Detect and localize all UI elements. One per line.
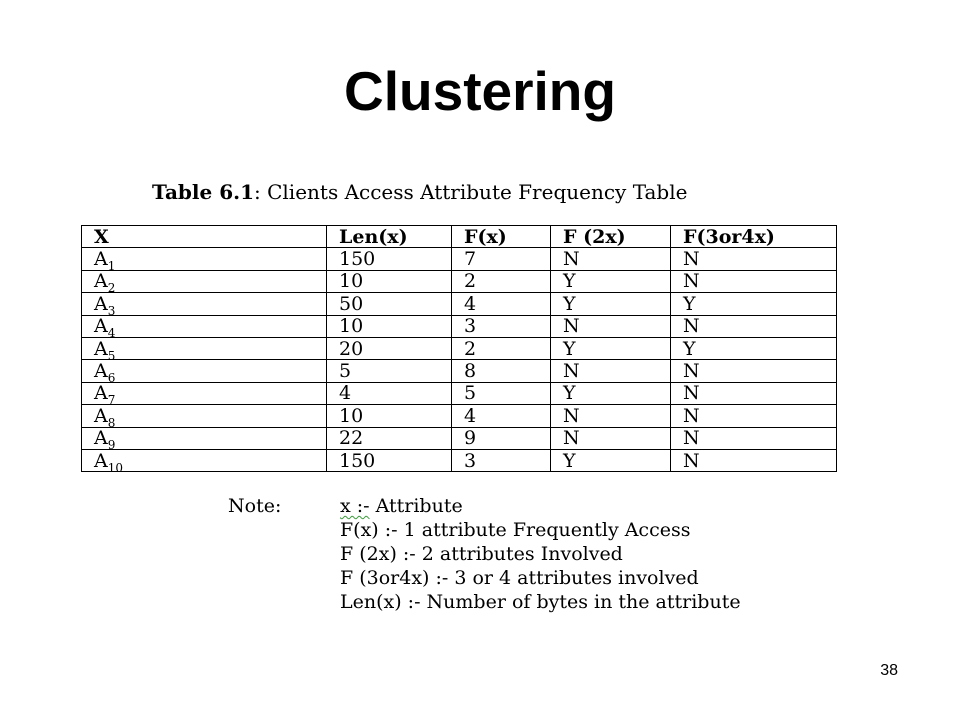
table-row — [82, 293, 837, 315]
frequency-table — [81, 225, 837, 475]
note-line — [340, 494, 741, 518]
cell-f34x: N — [671, 360, 837, 382]
cell-len: 150 — [327, 248, 452, 270]
cell-f34x: N — [671, 315, 837, 337]
note-desc: 2 attributes Involved — [415, 543, 623, 565]
header-f34x: F(3or4x) — [671, 226, 837, 248]
table-header-row — [82, 226, 837, 248]
table-row — [82, 315, 837, 337]
note-desc: 1 attribute Frequently Access — [397, 519, 691, 541]
header-fx: F(x) — [452, 226, 551, 248]
cell-f34x: N — [671, 270, 837, 292]
cell-attribute: $A_3$ — [82, 293, 327, 315]
note-lines — [340, 494, 741, 614]
cell-fx: 2 — [452, 337, 551, 359]
cell-f34x: N — [671, 405, 837, 427]
cell-len: 22 — [327, 427, 452, 449]
table-row — [82, 248, 837, 270]
cell-attribute: $A_1$ — [82, 248, 327, 270]
cell-f34x: Y — [671, 293, 837, 315]
cell-f34x: N — [671, 248, 837, 270]
note-term: F (2x) :- — [340, 543, 416, 565]
cell-fx: 8 — [452, 360, 551, 382]
cell-len: 10 — [327, 315, 452, 337]
note-term: Len(x) :- — [340, 591, 421, 613]
cell-f34x: N — [671, 427, 837, 449]
cell-attribute: $A_2$ — [82, 270, 327, 292]
cell-f2x: N — [551, 360, 671, 382]
cell-len: 10 — [327, 270, 452, 292]
cell-fx: 3 — [452, 315, 551, 337]
slide-title: Clustering — [344, 60, 616, 122]
cell-f2x: Y — [551, 270, 671, 292]
cell-f34x: Y — [671, 337, 837, 359]
cell-attribute: $A_9$ — [82, 427, 327, 449]
table-caption-label: Table 6.1 — [152, 180, 254, 204]
cell-len: 10 — [327, 405, 452, 427]
header-f2x: F (2x) — [551, 226, 671, 248]
cell-len: 4 — [327, 382, 452, 404]
cell-f2x: N — [551, 248, 671, 270]
cell-fx: 9 — [452, 427, 551, 449]
cell-fx: 7 — [452, 248, 551, 270]
page-number: 38 — [880, 662, 898, 679]
note-desc: 3 or 4 attributes involved — [448, 567, 699, 589]
table-row — [82, 405, 837, 427]
cell-fx: 5 — [452, 382, 551, 404]
cell-f2x: N — [551, 427, 671, 449]
header-len: Len(x) — [327, 226, 452, 248]
table-caption-text: : Clients Access Attribute Frequency Table — [254, 180, 688, 204]
cell-fx: 4 — [452, 405, 551, 427]
cell-attribute: $A_6$ — [82, 360, 327, 382]
table-row — [82, 337, 837, 359]
note-line — [340, 566, 741, 590]
cell-fx: 4 — [452, 293, 551, 315]
cell-fx: 2 — [452, 270, 551, 292]
note-desc: Attribute — [369, 495, 463, 517]
cell-attribute: $A_7$ — [82, 382, 327, 404]
table-row — [82, 382, 837, 404]
table-row — [82, 427, 837, 449]
cell-f2x: N — [551, 405, 671, 427]
cell-attribute: $A_8$ — [82, 405, 327, 427]
note-label: Note: — [228, 495, 282, 517]
table-caption — [152, 178, 812, 206]
cell-len: 20 — [327, 337, 452, 359]
cell-len: 5 — [327, 360, 452, 382]
note-line — [340, 542, 741, 566]
cell-f2x: Y — [551, 293, 671, 315]
cell-f34x: N — [671, 382, 837, 404]
cell-f2x: Y — [551, 382, 671, 404]
note-term: F (3or4x) :- — [340, 567, 449, 589]
cell-fx: 3 — [452, 449, 551, 471]
note-line — [340, 590, 741, 614]
header-x: X — [82, 226, 327, 248]
cell-f2x: Y — [551, 449, 671, 471]
table-row — [82, 360, 837, 382]
cell-len: 50 — [327, 293, 452, 315]
table-row — [82, 270, 837, 292]
note-term: x :- — [340, 495, 370, 517]
cell-attribute: $A_4$ — [82, 315, 327, 337]
cell-f34x: N — [671, 449, 837, 471]
cell-f2x: N — [551, 315, 671, 337]
note-desc: Number of bytes in the attribute — [420, 591, 741, 613]
cell-len: 150 — [327, 449, 452, 471]
note-term: F(x) :- — [340, 519, 398, 541]
table-row — [82, 449, 837, 471]
cell-f2x: Y — [551, 337, 671, 359]
cell-attribute: $A_{10}$ — [82, 449, 327, 471]
note-line — [340, 518, 741, 542]
cell-attribute: $A_5$ — [82, 337, 327, 359]
